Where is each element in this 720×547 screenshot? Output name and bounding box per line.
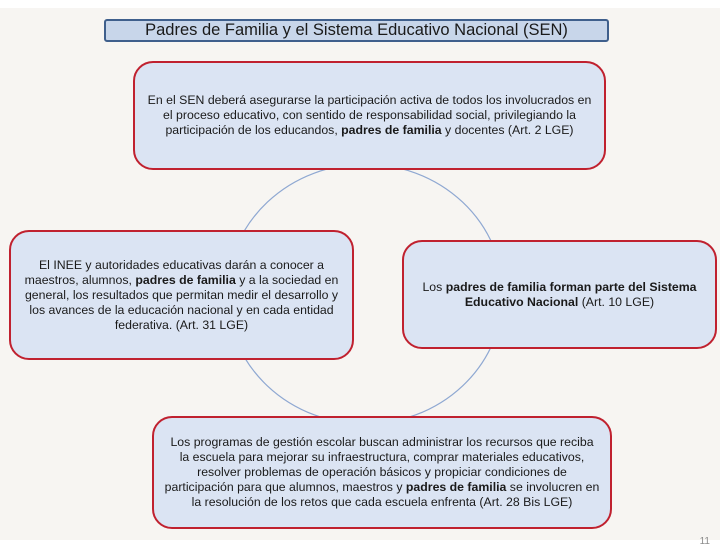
slide-title-text: Padres de Familia y el Sistema Educativo Nacional (SEN)	[145, 21, 568, 39]
node-participation-art-2	[133, 61, 606, 170]
node-results-art-31	[9, 230, 354, 360]
slide	[0, 8, 720, 547]
node-text: En el SEN deberá asegurarse la participación activa de todos los involucrados en el proceso educativo, con sentido de responsabilidad social, privilegiando la participación de los educandos, padres de familia y docentes (Art. 2 LGE)	[147, 93, 592, 137]
node-text: Los padres de familia forman parte del Sistema Educativo Nacional (Art. 10 LGE)	[422, 279, 697, 309]
node-text: El INEE y autoridades educativas darán a conocer a maestros, alumnos, padres de familia y a la sociedad en general, los resultados que permitan medir el desarrollo y los avances de la educación nacional y en cada entidad federativa. (Art. 31 LGE)	[24, 257, 339, 332]
node-text: Los programas de gestión escolar buscan administrar los recursos que reciba la escuela para mejorar su infraestructura, comprar materiales educativos, resolver problemas de operación básicos y propiciar condiciones de participación para que alumnos, maestros y padres de familia se involucren en la resolución de los retos que cada escuela enfrenta (Art. 28 Bis LGE)	[164, 435, 600, 509]
node-sen-membership-art-10	[402, 240, 717, 349]
page-number: 11	[699, 536, 710, 547]
slide-title	[104, 19, 609, 42]
node-school-management-art-28-bis	[152, 416, 612, 529]
